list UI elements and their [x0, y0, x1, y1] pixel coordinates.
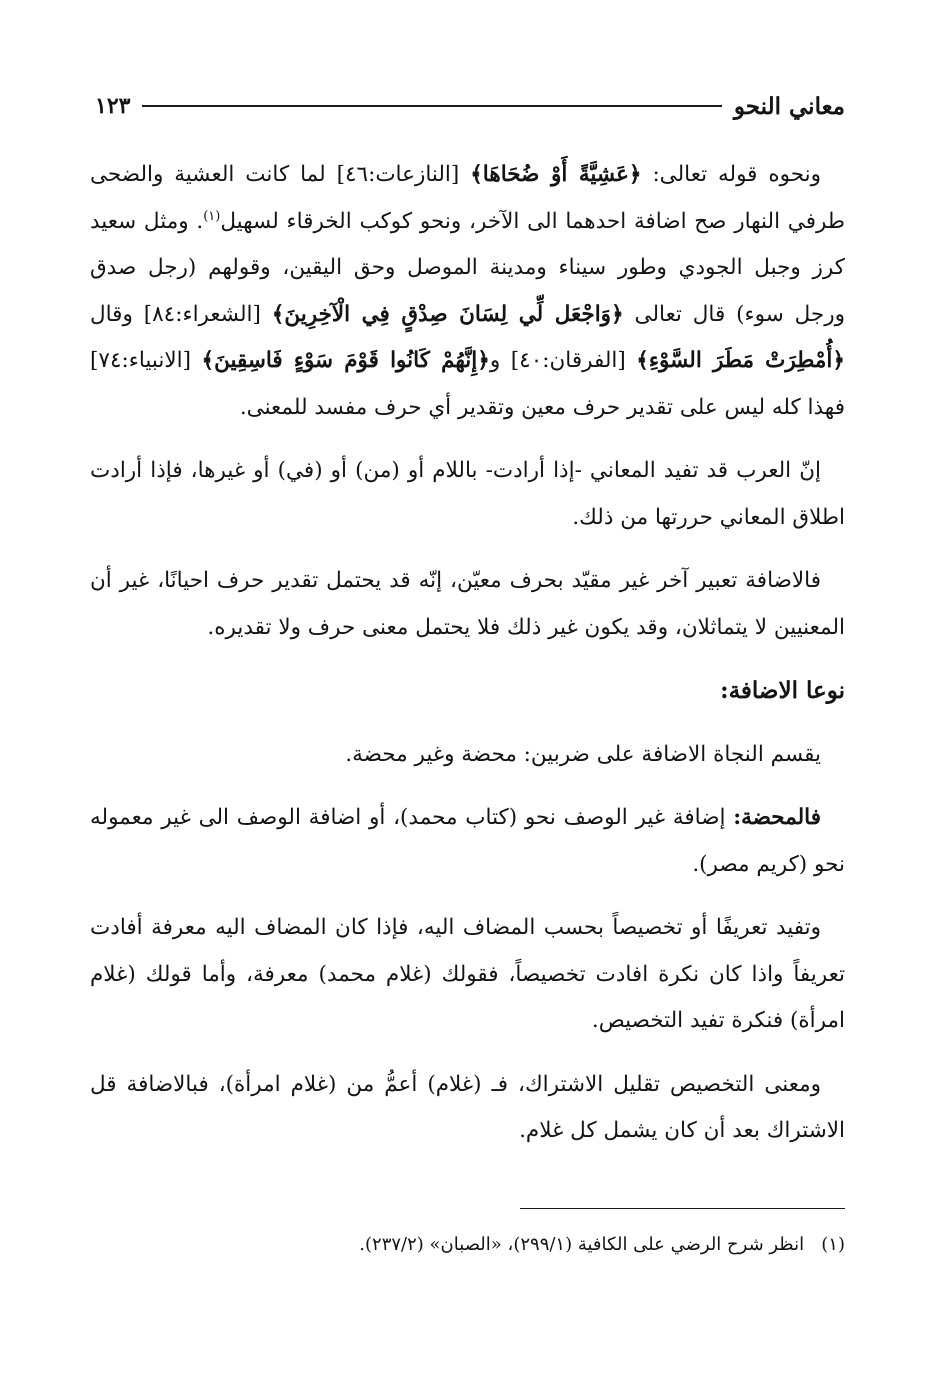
header-rule [142, 105, 721, 107]
section-heading: نوعا الاضافة: [720, 677, 845, 704]
text-run: [النازعات:٤٦] لما كانت العشية والضحى طرفي النهار صح اضافة احدهما الى الآخر، ونحو كوكب الخرقاء لسهيل [90, 162, 845, 234]
text-run: وتفيد تعريفًا أو تخصيصاً بحسب المضاف اليه، فإذا كان المضاف اليه معرفة أفادت تعريفاً واذا كان نكرة افادت تخصيصاً، فقولك (غلام محمد) معرفة، وأما قولك (غلام امرأة) فنكرة تفيد التخصيص. [90, 915, 845, 1033]
text-run: ونحوه قوله تعالى: [641, 162, 821, 187]
page-number: ١٢٣ [95, 93, 131, 119]
paragraph-5 [90, 795, 845, 888]
main-text [90, 152, 845, 1172]
paragraph-1 [90, 152, 845, 431]
text-run: [الانبياء:٧٤] فهذا كله ليس على تقدير حرف معين وتقدير أي حرف مفسد للمعنى. [90, 348, 845, 420]
paragraph-4 [90, 732, 845, 779]
footnote-number: (١) [821, 1234, 845, 1255]
text-run: ومعنى التخصيص تقليل الاشتراك، فـ (غلام) أعمُّ من (غلام امرأة)، فبالاضافة قل الاشتراك بعد أن كان يشمل كل غلام. [90, 1071, 845, 1143]
quran-verse: ﴿أُمْطِرَتْ مَطَرَ السَّوْءِ﴾ [636, 348, 845, 373]
quran-verse: ﴿إِنَّهُمْ كَانُوا قَوْمَ سَوْءٍ فَاسِقِينَ﴾ [201, 348, 490, 373]
quran-verse: ﴿عَشِيَّةً أَوْ ضُحَاهَا﴾ [470, 162, 642, 187]
text-run: فالاضافة تعبير آخر غير مقيّد بحرف معيّن، إنّه قد يحتمل تقدير حرف احيانًا، غير أن المعنيين لا يتماثلان، وقد يكون غير ذلك فلا يحتمل معنى حرف ولا تقديره. [90, 568, 845, 640]
text-run: [الشعراء:٨٤] وقال [90, 301, 272, 327]
text-run: يقسم النجاة الاضافة على ضربين: محضة وغير محضة. [345, 741, 821, 767]
text-run: إضافة غير الوصف نحو (كتاب محمد)، أو اضافة الوصف الى غير معموله نحو (كريم مصر). [90, 805, 845, 877]
running-header [95, 88, 845, 124]
text-run: . ومثل سعيد كرز وجبل الجودي وطور سيناء ومدينة الموصل وحق اليقين، وقولهم (رجل صدق ورجل سوء) قال تعالى [90, 208, 845, 327]
text-run: [الفرقان:٤٠] و [489, 348, 637, 373]
book-title: معاني النحو [733, 92, 845, 120]
paragraph-7 [90, 1062, 845, 1155]
paragraph-2 [90, 448, 845, 541]
paragraph-3 [90, 558, 845, 651]
footnote [90, 1230, 845, 1260]
footnote-text: انظر شرح الرضي على الكافية (٢٩٩/١)، «الصبان» (٢٣٧/٢). [359, 1234, 805, 1255]
text-run: إنّ العرب قد تفيد المعاني -إذا أرادت- باللام أو (من) أو (في) أو غيرها، فإذا أرادت اطلاق المعاني حررتها من ذلك. [90, 458, 845, 530]
footnote-marker[interactable]: (١) [203, 208, 221, 224]
quran-verse: ﴿وَاجْعَل لِّي لِسَانَ صِدْقٍ فِي الْآخِرِينَ﴾ [271, 301, 624, 327]
footnote-separator [520, 1208, 845, 1209]
term-label: فالمحضة: [733, 805, 821, 830]
paragraph-6 [90, 905, 845, 1045]
